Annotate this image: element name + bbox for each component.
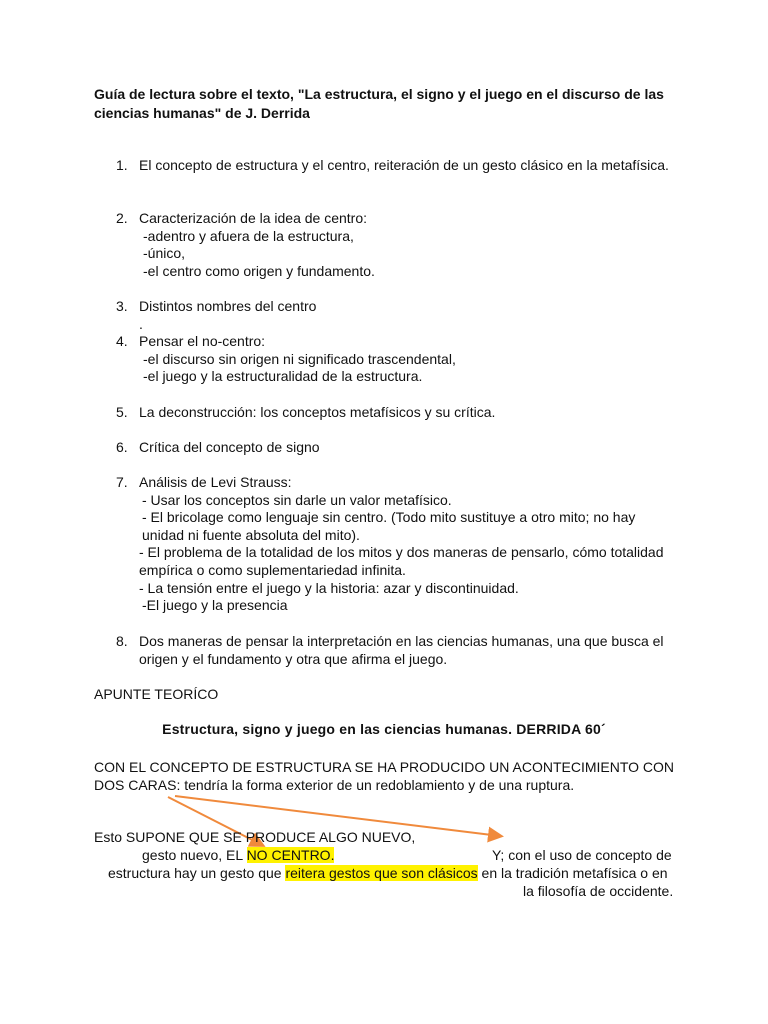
- list-text: La deconstrucción: los conceptos metafísicos y su crítica.: [139, 404, 496, 420]
- highlighted-text: reitera gestos que son clásicos: [285, 865, 478, 881]
- note-text: estructura hay un gesto que: [108, 865, 286, 881]
- note-line: [142, 847, 334, 863]
- list-text: Crítica del concepto de signo: [139, 439, 320, 455]
- list-number: 2.: [116, 210, 128, 226]
- note-line: Esto SUPONE QUE SE PRODUCE ALGO NUEVO,: [94, 829, 416, 845]
- list-text: Distintos nombres del centro: [139, 298, 317, 314]
- highlighted-text: NO CENTRO.: [246, 847, 335, 863]
- paragraph: CON EL CONCEPTO DE ESTRUCTURA SE HA PRODUCIDO UN ACONTECIMIENTO CON DOS CARAS: tendría la forma exterior de un redoblamiento y de una ruptura.: [94, 759, 675, 793]
- list-text: El concepto de estructura y el centro, reiteración de un gesto clásico en la metafísica.: [139, 157, 669, 173]
- list-subitem: -único,: [143, 245, 186, 262]
- list-text: Análisis de Levi Strauss:: [139, 474, 292, 490]
- list-subitem: -el juego y la estructuralidad de la estructura.: [143, 368, 423, 385]
- note-line: [108, 865, 668, 881]
- list-subitem: - El bricolage como lenguaje sin centro. (Todo mito sustituye a otro mito; no hay unidad ni fuente absoluta del mito).: [142, 509, 636, 543]
- list-subitem: -el centro como origen y fundamento.: [143, 262, 375, 279]
- list-subitem: - Usar los conceptos sin darle un valor metafísico.: [142, 491, 452, 508]
- list-subitem: -adentro y afuera de la estructura,: [143, 227, 354, 244]
- list-subitem: .: [139, 315, 143, 332]
- list-number: 5.: [116, 404, 128, 420]
- note-text: gesto nuevo, EL: [142, 847, 247, 863]
- list-text: Dos maneras de pensar la interpretación en las ciencias humanas, una que busca el origen y el fundamento y otra que afirma el juego.: [139, 633, 664, 667]
- section-heading: APUNTE TEORÍCO: [94, 686, 219, 702]
- document-title: Guía de lectura sobre el texto, "La estructura, el signo y el juego en el discurso de las ciencias humanas" de J. Derrida: [94, 86, 664, 121]
- list-number: 6.: [116, 439, 128, 455]
- list-subitem: -el discurso sin origen ni significado trascendental,: [143, 350, 456, 367]
- list-number: 8.: [116, 633, 128, 649]
- list-subitem: - El problema de la totalidad de los mitos y dos maneras de pensarlo, cómo totalidad empírica o como suplementariedad infinita.: [139, 544, 664, 578]
- list-subitem: -El juego y la presencia: [142, 597, 288, 614]
- note-line: Y; con el uso de concepto de: [492, 847, 672, 863]
- list-number: 3.: [116, 298, 128, 314]
- list-text: Pensar el no-centro:: [139, 333, 266, 349]
- list-number: 1.: [116, 157, 128, 173]
- list-number: 7.: [116, 474, 128, 490]
- note-line: la filosofía de occidente.: [523, 883, 674, 899]
- list-text: Caracterización de la idea de centro:: [139, 210, 368, 226]
- section-title: Estructura, signo y juego en las ciencias humanas. DERRIDA 60´: [162, 721, 606, 737]
- list-subitem: - La tensión entre el juego y la historia: azar y discontinuidad.: [139, 579, 519, 596]
- list-number: 4.: [116, 333, 128, 349]
- note-text: en la tradición metafísica o en: [477, 865, 668, 881]
